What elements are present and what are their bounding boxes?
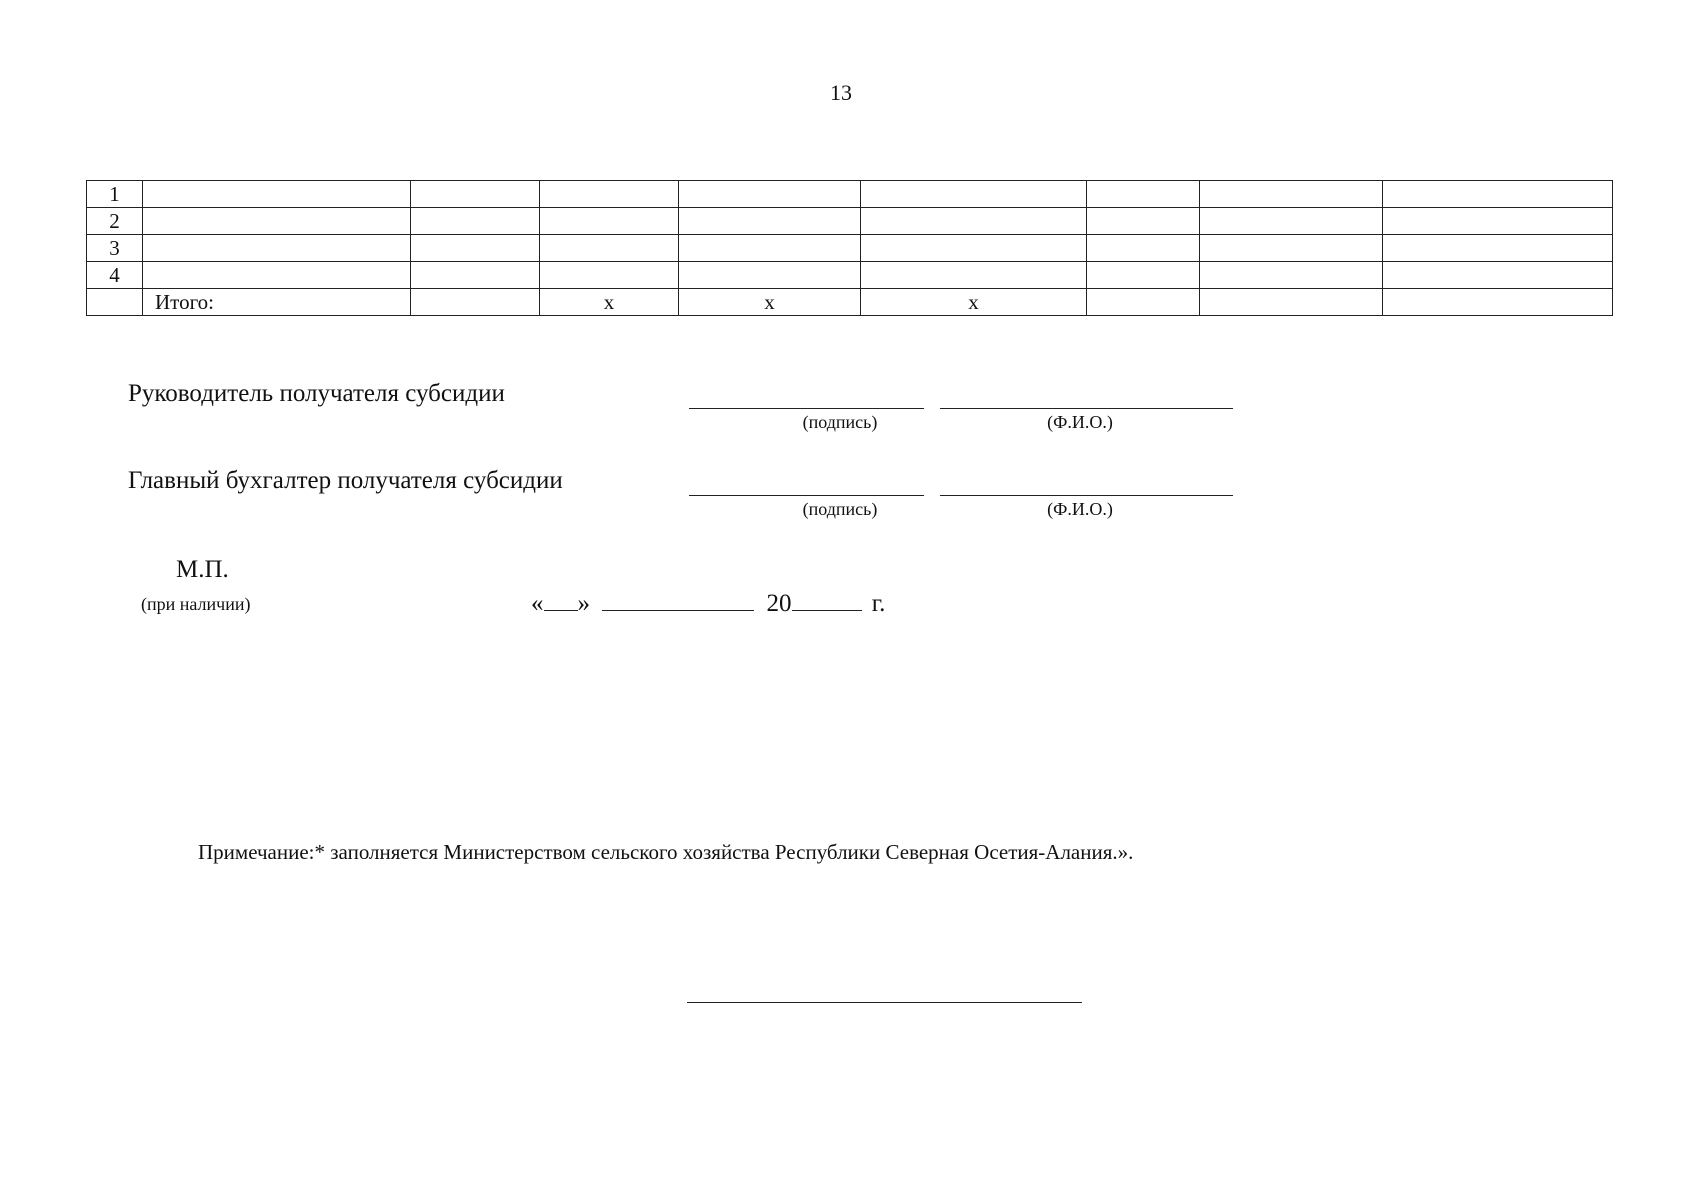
table-cell[interactable] [1383,208,1613,235]
table-cell[interactable] [1087,181,1200,208]
head-signature-caption: (подпись) [802,412,878,432]
total-cell[interactable] [1200,289,1383,316]
table-cell[interactable] [861,181,1087,208]
date-line [531,588,885,618]
table-cell[interactable] [1200,262,1383,289]
total-cell[interactable] [1087,289,1200,316]
row-number: 1 [87,181,143,208]
total-cross-cell: х [540,289,679,316]
total-cell[interactable] [1383,289,1613,316]
table-cell[interactable] [411,235,540,262]
row-number: 3 [87,235,143,262]
date-day-blank[interactable] [544,588,578,611]
table-cell[interactable] [861,235,1087,262]
table-cell[interactable] [540,262,679,289]
date-year-prefix: 20 [766,590,792,617]
table-cell[interactable] [411,181,540,208]
accountant-name-line[interactable] [940,495,1233,496]
table-row [87,181,1613,208]
table-row [87,262,1613,289]
table-cell[interactable] [1087,208,1200,235]
table-cell[interactable] [143,181,411,208]
table-cell[interactable] [540,208,679,235]
accountant-signature-label: Главный бухгалтер получателя субсидии [128,467,563,494]
report-table [86,180,1613,316]
table-cell[interactable] [1383,235,1613,262]
table-cell[interactable] [143,235,411,262]
row-number: 2 [87,208,143,235]
total-cross-cell: х [861,289,1087,316]
table-cell[interactable] [540,181,679,208]
total-label: Итого: [143,289,411,316]
stamp-label: М.П. [176,556,229,583]
total-cell[interactable] [411,289,540,316]
head-signature-label: Руководитель получателя субсидии [128,380,505,407]
footnote: Примечание:* заполняется Министерством сельского хозяйства Республики Северная Осетия-Алания.». [198,840,1134,864]
head-name-line[interactable] [940,408,1233,409]
table-cell[interactable] [679,262,861,289]
table-cell[interactable] [1383,262,1613,289]
table-cell[interactable] [411,208,540,235]
stamp-sublabel: (при наличии) [141,594,251,614]
total-row [87,289,1613,316]
table-cell[interactable] [1383,181,1613,208]
page-number: 13 [830,80,852,105]
table-cell[interactable] [143,208,411,235]
table-body [87,181,1613,316]
closing-line [687,1002,1082,1003]
accountant-signature-caption: (подпись) [802,499,878,519]
table-cell[interactable] [679,181,861,208]
table-row [87,235,1613,262]
table-cell[interactable] [1200,181,1383,208]
table-cell[interactable] [679,208,861,235]
table-cell[interactable] [1200,208,1383,235]
table-cell[interactable] [411,262,540,289]
table-cell[interactable] [679,235,861,262]
table-cell[interactable] [1087,262,1200,289]
total-cross-cell: х [679,289,861,316]
table-cell[interactable] [1200,235,1383,262]
head-name-caption: (Ф.И.О.) [1047,412,1113,432]
table-cell[interactable] [143,262,411,289]
date-year-suffix: г. [871,590,886,617]
accountant-name-caption: (Ф.И.О.) [1047,499,1113,519]
accountant-signature-line[interactable] [689,495,924,496]
table-cell[interactable] [540,235,679,262]
total-row-number [87,289,143,316]
table-cell[interactable] [861,262,1087,289]
table-row [87,208,1613,235]
date-open-quote: « [531,590,544,617]
date-close-quote: » [577,590,590,617]
head-signature-line[interactable] [689,408,924,409]
row-number: 4 [87,262,143,289]
table-cell[interactable] [1087,235,1200,262]
table-cell[interactable] [861,208,1087,235]
date-month-blank[interactable] [602,588,754,611]
date-year-blank[interactable] [792,588,862,611]
